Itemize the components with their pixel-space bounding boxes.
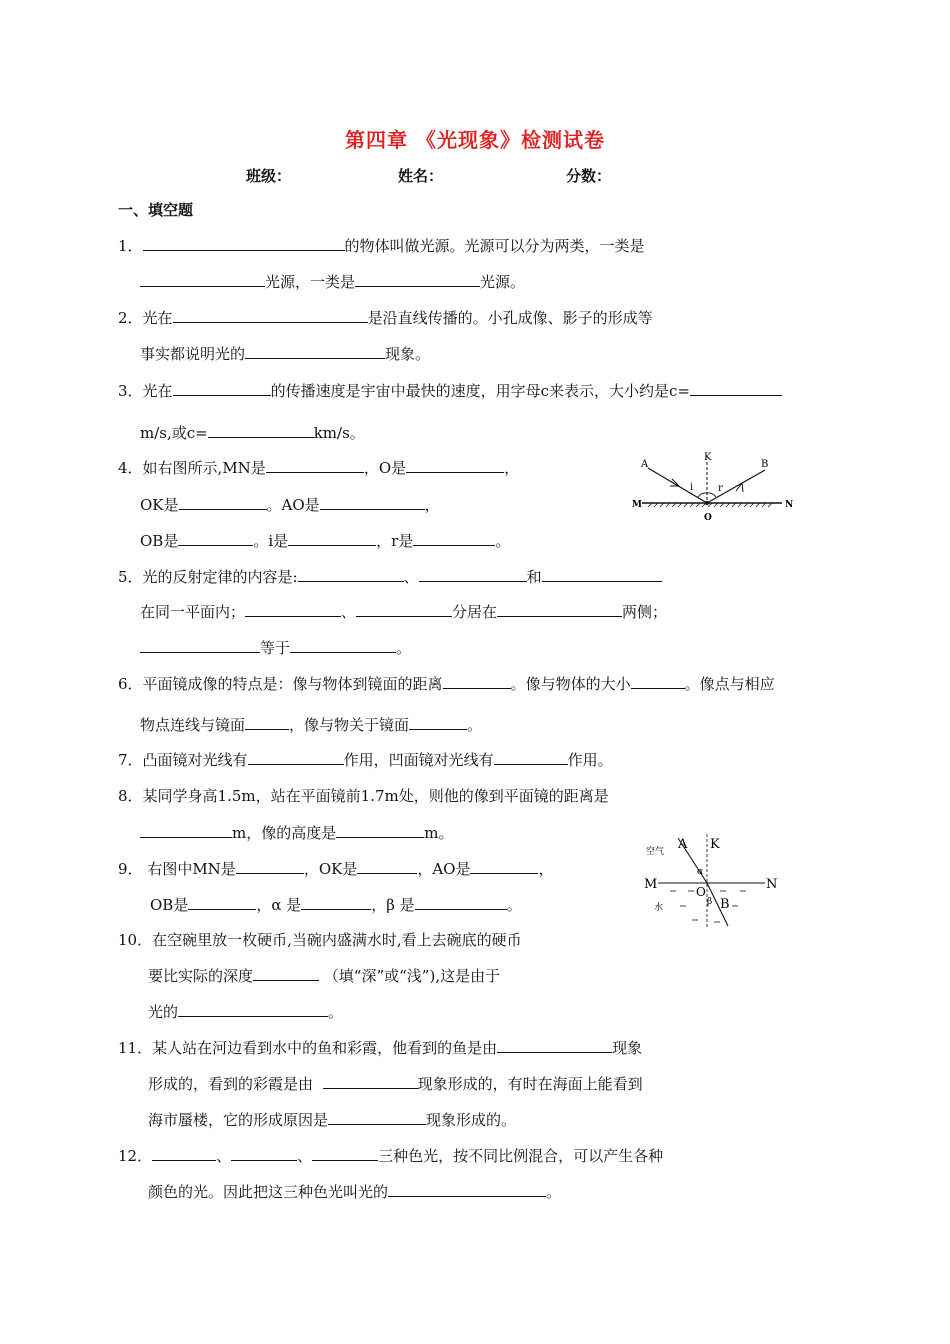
label-k: K [704,452,712,463]
question-4-line-2: OK是 。AO是 ， [140,496,440,514]
question-9-line-2: OB是 ，α 是 ，β 是 。 [150,896,522,914]
answer-blank[interactable] [690,380,782,396]
answer-blank[interactable] [288,530,376,546]
question-11-line-2: 形成的，看到的彩霞是由 现象形成的，有时在海面上能看到 [148,1075,643,1093]
answer-blank[interactable] [140,822,232,838]
question-5-line-3: 等于 。 [140,637,411,658]
question-2-line-2: 事实都说明光的 现象。 [140,345,431,363]
question-11-line-1: 11．某人站在河边看到水中的鱼和彩霞，他看到的鱼是由 现象 [118,1039,643,1057]
question-3-line-1: 3．光在 的传播速度是宇宙中最快的速度，用字母c来表示，大小约是c= [118,380,782,401]
answer-blank[interactable] [298,566,404,582]
question-1-line-1: 1． 的物体叫做光源。光源可以分为两类，一类是 [118,237,645,255]
answer-blank[interactable] [173,307,368,323]
answer-blank[interactable] [152,1145,216,1161]
answer-blank[interactable] [415,894,507,910]
answer-blank[interactable] [470,858,538,874]
question-10-line-2: 要比实际的深度 （填“深”或“浅”),这是由于 [148,967,501,985]
answer-blank[interactable] [413,530,495,546]
name-label: 姓名： [398,167,444,185]
answer-blank[interactable] [356,601,452,617]
question-5-line-2: 在同一平面内； 、 分居在 两侧； [140,603,668,621]
question-10-line-1: 10．在空碗里放一枚硬币,当碗内盛满水时,看上去碗底的硬币 [118,931,522,949]
answer-blank[interactable] [443,673,511,689]
label-n: N [785,500,794,510]
label-m: M [644,877,658,892]
question-4-line-1: 4．如右图所示,MN是 ，O是 ， [118,459,520,477]
question-5-line-1: 5．光的反射定律的内容是: 、 和 [118,566,662,587]
question-8-line-1: 8．某同学身高1.5m，站在平面镜前1.7m处，则他的像到平面镜的距离是 [118,787,609,805]
question-8-line-2: m，像的高度是 m。 [140,822,453,843]
refraction-diagram [640,830,790,930]
answer-blank[interactable] [290,637,396,653]
point-o [705,501,709,505]
label-beta: β [707,897,713,907]
page-title: 第四章 《光现象》检测试卷 [345,128,605,152]
answer-blank[interactable] [336,822,424,838]
question-4-line-3: OB是 。i是 ，r是 。 [140,532,511,550]
question-12-line-1: 12． 、 、 三种色光，按不同比例混合，可以产生各种 [118,1147,664,1165]
answer-blank[interactable] [236,858,304,874]
answer-blank[interactable] [253,965,319,981]
question-7: 7．凸面镜对光线有 作用，凹面镜对光线有 作用。 [118,751,613,769]
question-10-line-3: 光的 。 [148,1003,344,1021]
class-label: 班级： [246,167,292,185]
answer-blank[interactable] [320,494,425,510]
angle-r-arc [707,493,716,497]
question-1-line-2: 光源，一类是 光源。 [140,271,525,292]
answer-blank[interactable] [143,235,345,251]
label-o: O [704,513,712,523]
answer-blank[interactable] [542,566,662,582]
answer-blank[interactable] [388,1181,546,1197]
answer-blank[interactable] [245,343,385,359]
question-2-line-1: 2．光在 是沿直线传播的。小孔成像、影子的形成等 [118,309,653,327]
angle-i-arc [698,493,707,497]
answer-blank[interactable] [312,1145,378,1161]
answer-blank[interactable] [231,1145,297,1161]
reflected-ray [707,470,765,503]
answer-blank[interactable] [245,601,341,617]
answer-blank[interactable] [406,457,504,473]
label-n: N [766,877,778,892]
answer-blank[interactable] [140,271,265,287]
label-k: K [710,837,720,852]
reflection-diagram [630,450,800,530]
answer-blank[interactable] [173,380,271,396]
answer-blank[interactable] [497,1037,612,1053]
answer-blank[interactable] [245,714,289,730]
answer-blank[interactable] [328,1109,426,1125]
label-r: r [718,483,723,494]
answer-blank[interactable] [419,566,527,582]
question-11-line-3: 海市蜃楼，它的形成原因是 现象形成的。 [148,1111,517,1129]
section-heading: 一、填空题 [118,201,194,219]
label-water: 水 [654,903,664,913]
label-b: B [761,459,769,470]
answer-blank[interactable] [323,1073,418,1089]
answer-blank[interactable] [266,457,364,473]
answer-blank[interactable] [188,894,256,910]
answer-blank[interactable] [357,858,417,874]
answer-blank[interactable] [494,749,568,765]
answer-blank[interactable] [409,714,467,730]
label-alpha: α [697,867,704,877]
answer-blank[interactable] [208,422,314,438]
answer-blank[interactable] [178,1001,328,1017]
answer-blank[interactable] [140,637,260,653]
answer-blank[interactable] [355,271,480,287]
label-a: A [678,837,688,852]
answer-blank[interactable] [178,530,253,546]
score-label: 分数： [566,167,612,185]
question-6-line-1: 6．平面镜成像的特点是：像与物体到镜面的距离 。像与物体的大小 。像点与相应 [118,675,775,693]
question-3-line-2: m/s,或c= km/s。 [140,424,365,442]
question-12-line-2: 颜色的光。因此把这三种色光叫光的 。 [148,1183,562,1201]
question-6-line-2: 物点连线与镜面 ，像与物关于镜面 。 [140,716,483,734]
question-9-line-1: 9． 右图中MN是 ，OK是 ，AO是 ， [118,860,554,878]
answer-blank[interactable] [631,673,685,689]
label-o: O [696,885,706,899]
label-m: M [632,500,642,510]
answer-blank[interactable] [301,894,371,910]
answer-blank[interactable] [497,601,622,617]
answer-blank[interactable] [248,749,344,765]
label-b: B [720,897,730,912]
label-i: i [690,482,694,493]
label-air: 空气 [646,847,665,857]
answer-blank[interactable] [179,494,267,510]
label-a: A [641,459,649,470]
